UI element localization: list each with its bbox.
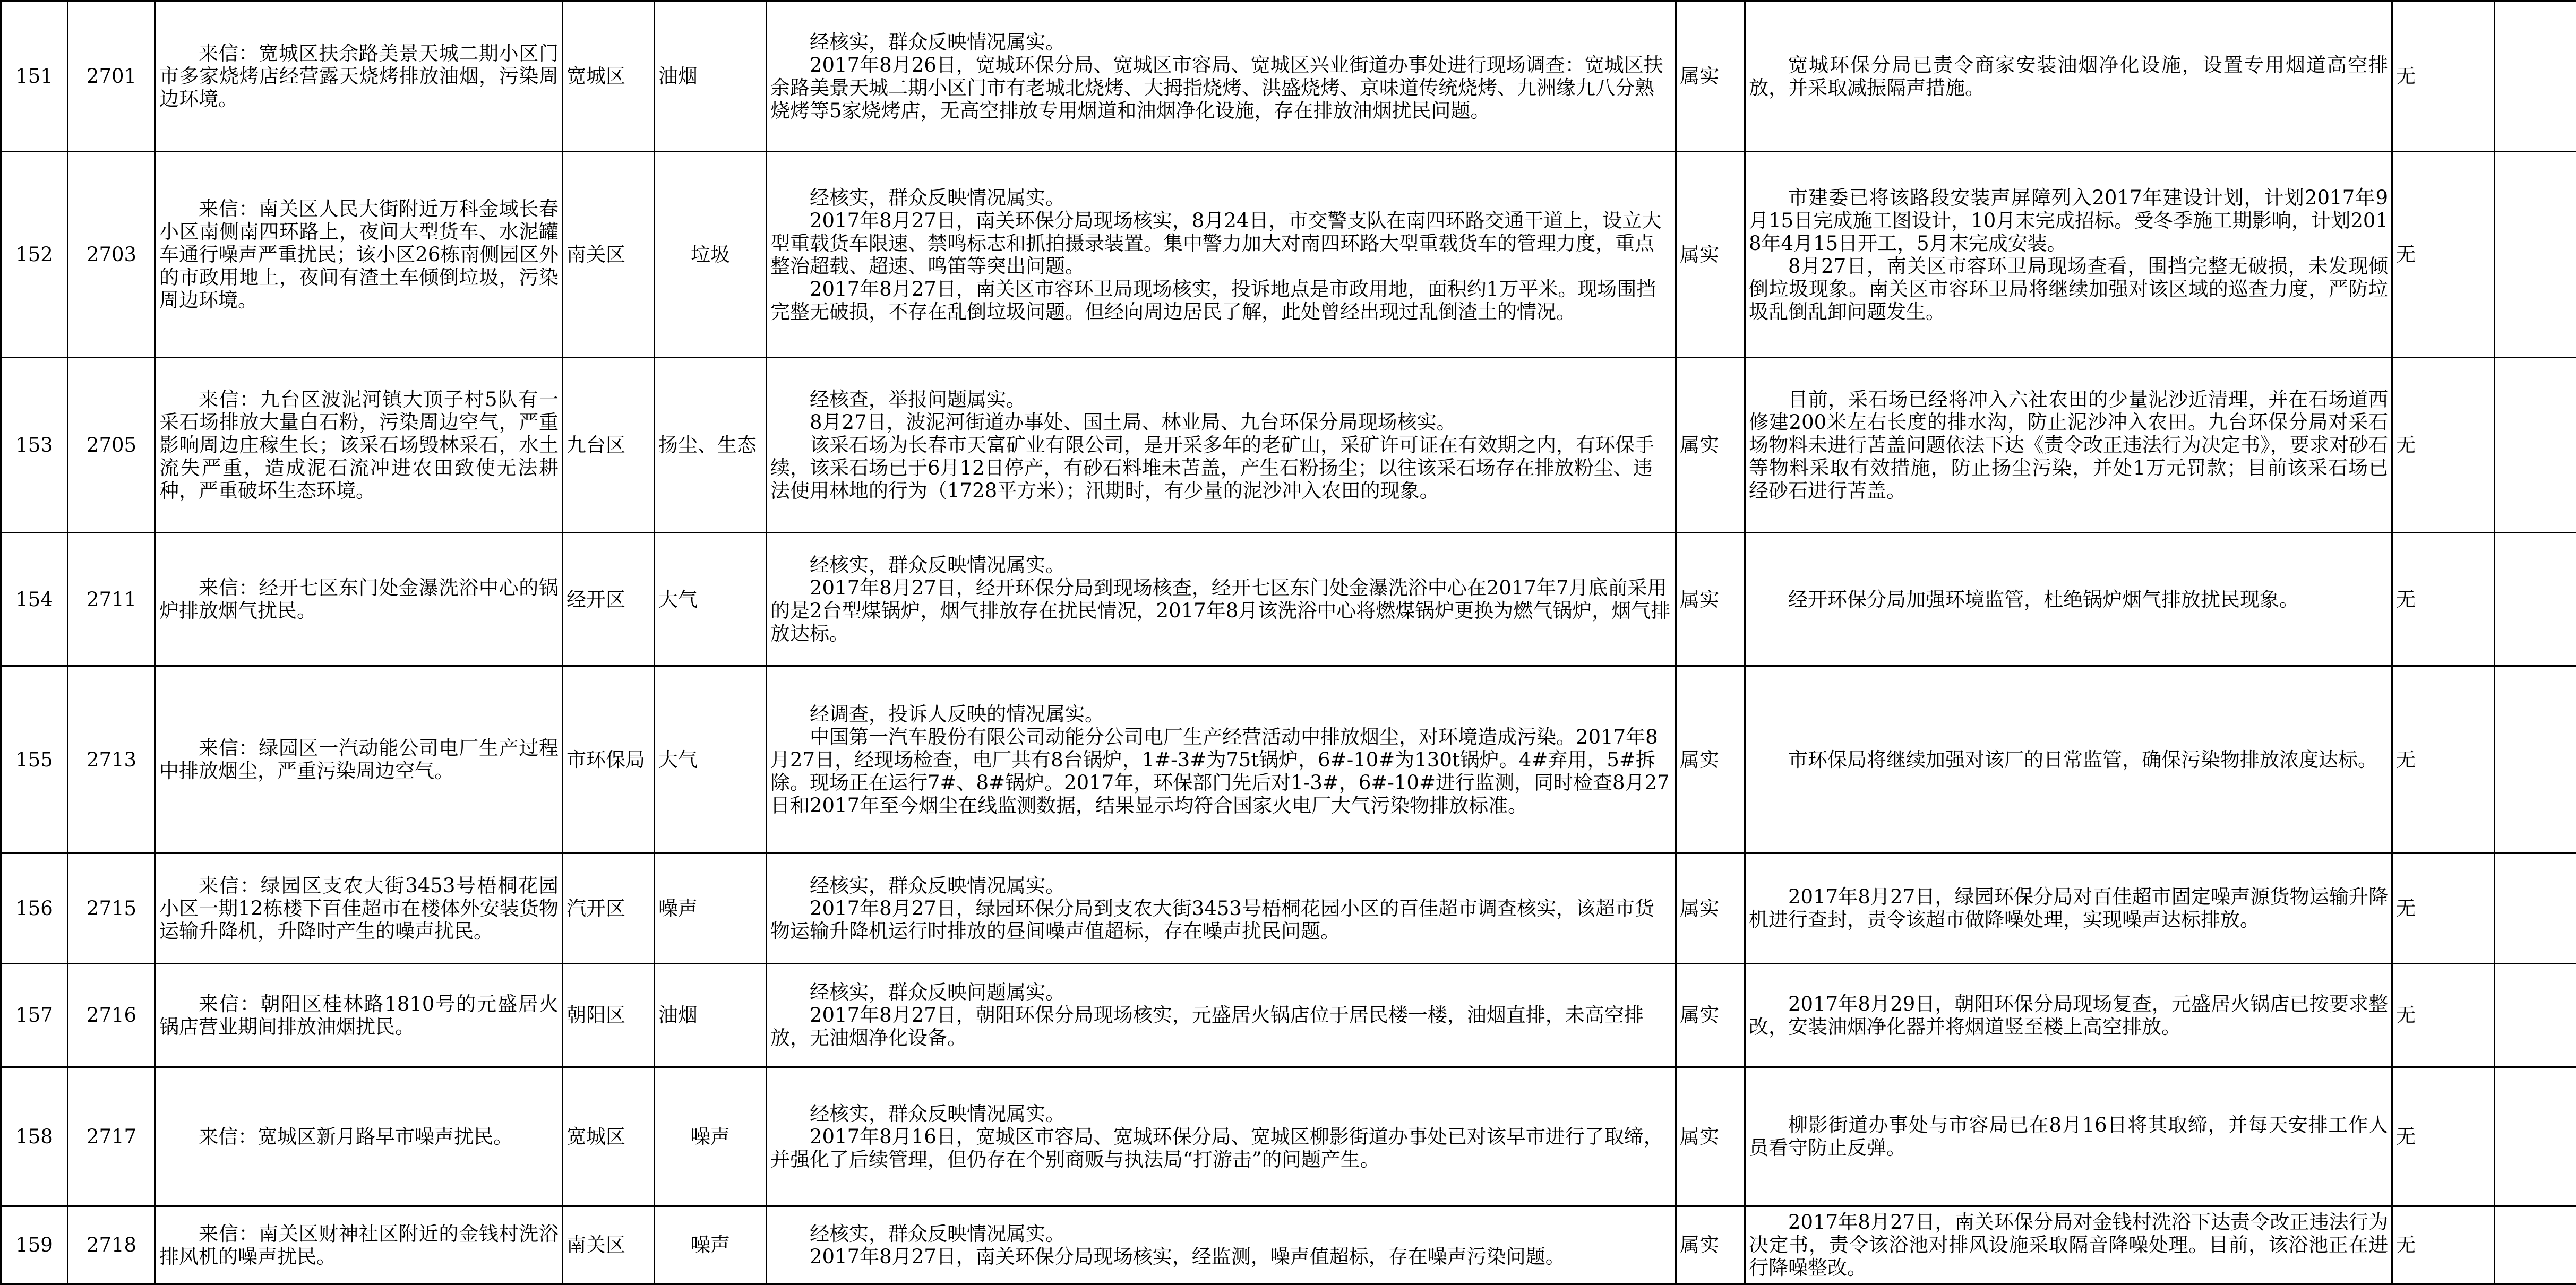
- cell-accountability: 无: [2392, 666, 2495, 853]
- check-paragraph: 中国第一汽车股份有限公司动能分公司电厂生产经营活动中排放烟尘，对环境造成污染。2017年8月27日，经现场检查，电厂共有8台锅炉，1#-3#为75t锅炉，6#-10#为130t锅炉。4#弃用，5#拆除。现场正在运行7#、8#锅炉。2017年，环保部门先后对1-3#，6#-10#进行监测，同时检查8月27日和2017年至今烟尘在线监测数据，结果显示均符合国家火电厂大气污染物排放标准。: [770, 725, 1670, 817]
- cell-type: 大气: [655, 533, 767, 666]
- cell-blank: [2495, 533, 2576, 666]
- check-paragraph: 经核实，群众反映情况属实。: [810, 30, 1065, 54]
- check-paragraph: 经核实，群众反映情况属实。: [810, 186, 1065, 209]
- cell-result: [1745, 963, 2392, 1067]
- cell-letter: 来信：朝阳区桂林路1810号的元盛居火锅店营业期间排放油烟扰民。: [156, 963, 563, 1067]
- cell-seq: 152: [1, 152, 68, 358]
- cell-letter: 来信：九台区波泥河镇大顶子村5队有一采石场排放大量白石粉，污染周边空气，严重影响周边庄稼生长；该采石场毁林采石，水土流失严重，造成泥石流冲进农田致使无法耕种，严重破坏生态环境。: [156, 358, 563, 533]
- cell-verdict: 属实: [1676, 853, 1745, 963]
- cell-verdict: 属实: [1676, 358, 1745, 533]
- cell-check: [767, 358, 1676, 533]
- check-paragraph: 2017年8月27日，经开环保分局到现场核查，经开七区东门处金瀑洗浴中心在2017年7月底前采用的是2台型煤锅炉，烟气排放存在扰民情况，2017年8月该洗浴中心将燃煤锅炉更换为燃气锅炉，烟气排放达标。: [770, 576, 1671, 645]
- cell-type: 油烟: [655, 963, 767, 1067]
- result-paragraph: 目前，采石场已经将冲入六社农田的少量泥沙近清理，并在石场道西修建200米左右长度的排水沟，防止泥沙冲入农田。九台环保分局对采石场物料未进行苫盖问题依法下达《责令改正违法行为决定书》，要求对砂石等物料采取有效措施，防止扬尘污染，并处1万元罚款；目前该采石场已经砂石进行苫盖。: [1749, 388, 2388, 503]
- cell-area: 汽开区: [563, 853, 655, 963]
- check-paragraph: 经核查，举报问题属实。: [810, 388, 1026, 411]
- check-paragraph: 经核实，群众反映情况属实。: [810, 1222, 1065, 1245]
- result-paragraph: 2017年8月27日，绿园环保分局对百佳超市固定噪声源货物运输升降机进行查封，责令该超市做降噪处理，实现噪声达标排放。: [1749, 885, 2388, 932]
- result-paragraph: 2017年8月27日，南关环保分局对金钱村洗浴下达责令改正违法行为决定书，责令该浴池对排风设施采取隔音降噪处理。目前，该浴池正在进行降噪整改。: [1749, 1211, 2388, 1280]
- cell-id: 2701: [68, 1, 156, 152]
- cell-area: 南关区: [563, 1206, 655, 1284]
- result-paragraph: 市环保局将继续加强对该厂的日常监管，确保污染物排放浓度达标。: [1788, 748, 2377, 771]
- cell-check: [767, 1067, 1676, 1206]
- cell-blank: [2495, 1, 2576, 152]
- table-row: [1, 358, 2576, 533]
- cell-check: [767, 533, 1676, 666]
- cell-check: [767, 1, 1676, 152]
- cell-blank: [2495, 358, 2576, 533]
- check-paragraph: 经核实，群众反映情况属实。: [810, 874, 1065, 897]
- check-paragraph: 2017年8月27日，朝阳环保分局现场核实，元盛居火锅店位于居民楼一楼，油烟直排，未高空排放，无油烟净化设备。: [770, 1004, 1644, 1050]
- cell-check: [767, 152, 1676, 358]
- check-paragraph: 2017年8月16日，宽城区市容局、宽城环保分局、宽城区柳影街道办事处已对该早市进行了取缔，并强化了后续管理，但仍存在个别商贩与执法局“打游击”的问题产生。: [770, 1125, 1663, 1171]
- table-row: [1, 1206, 2576, 1284]
- cell-verdict: 属实: [1676, 1, 1745, 152]
- cell-accountability: 无: [2392, 1206, 2495, 1284]
- cell-letter: 来信：经开七区东门处金瀑洗浴中心的锅炉排放烟气扰民。: [156, 533, 563, 666]
- result-paragraph: 市建委已将该路段安装声屏障列入2017年建设计划，计划2017年9月15日完成施工图设计，10月末完成招标。受冬季施工期影响，计划2018年4月15日开工，5月末完成安装。: [1749, 186, 2388, 255]
- cell-id: 2703: [68, 152, 156, 358]
- cell-id: 2715: [68, 853, 156, 963]
- cell-blank: [2495, 666, 2576, 853]
- cell-accountability: 无: [2392, 963, 2495, 1067]
- cell-area: 朝阳区: [563, 963, 655, 1067]
- cell-verdict: 属实: [1676, 152, 1745, 358]
- cell-accountability: 无: [2392, 853, 2495, 963]
- cell-accountability: 无: [2392, 358, 2495, 533]
- table-row: [1, 152, 2576, 358]
- cell-result: [1745, 358, 2392, 533]
- cell-check: [767, 853, 1676, 963]
- cell-letter: 来信：南关区财神社区附近的金钱村洗浴排风机的噪声扰民。: [156, 1206, 563, 1284]
- check-paragraph: 经核实，群众反映问题属实。: [810, 981, 1065, 1004]
- table-row: [1, 963, 2576, 1067]
- cell-blank: [2495, 853, 2576, 963]
- cell-accountability: 无: [2392, 1, 2495, 152]
- cell-type: 大气: [655, 666, 767, 853]
- cell-blank: [2495, 963, 2576, 1067]
- check-paragraph: 2017年8月27日，绿园环保分局到支农大街3453号梧桐花园小区的百佳超市调查核实，该超市货物运输升降机运行时排放的昼间噪声值超标，存在噪声扰民问题。: [770, 896, 1654, 943]
- cell-seq: 158: [1, 1067, 68, 1206]
- cell-verdict: 属实: [1676, 963, 1745, 1067]
- cell-blank: [2495, 1067, 2576, 1206]
- table-row: [1, 666, 2576, 853]
- cell-result: [1745, 533, 2392, 666]
- cell-check: [767, 666, 1676, 853]
- cell-type: 噪声: [655, 853, 767, 963]
- cell-seq: 156: [1, 853, 68, 963]
- cell-result: [1745, 1, 2392, 152]
- cell-verdict: 属实: [1676, 1206, 1745, 1284]
- cell-id: 2717: [68, 1067, 156, 1206]
- cell-result: [1745, 1067, 2392, 1206]
- check-paragraph: 8月27日，波泥河街道办事处、国土局、林业局、九台环保分局现场核实。: [810, 411, 1456, 434]
- cell-type: 油烟: [655, 1, 767, 152]
- table-row: [1, 533, 2576, 666]
- check-paragraph: 2017年8月27日，南关环保分局现场核实，8月24日，市交警支队在南四环路交通干道上，设立大型重载货车限速、禁鸣标志和抓拍摄录装置。集中警力加大对南四环路大型重载货车的管理力度，重点整治超载、超速、鸣笛等突出问题。: [770, 209, 1662, 278]
- cell-result: [1745, 152, 2392, 358]
- result-paragraph: 柳影街道办事处与市容局已在8月16日将其取缔，并每天安排工作人员看守防止反弹。: [1749, 1114, 2388, 1160]
- cell-letter: 来信：绿园区一汽动能公司电厂生产过程中排放烟尘，严重污染周边空气。: [156, 666, 563, 853]
- cell-verdict: 属实: [1676, 666, 1745, 853]
- cell-seq: 153: [1, 358, 68, 533]
- cell-accountability: 无: [2392, 1067, 2495, 1206]
- table-row: [1, 1, 2576, 152]
- cell-seq: 151: [1, 1, 68, 152]
- cell-letter: 来信：宽城区扶余路美景天城二期小区门市多家烧烤店经营露天烧烤排放油烟，污染周边环境。: [156, 1, 563, 152]
- cell-seq: 155: [1, 666, 68, 853]
- cell-result: [1745, 853, 2392, 963]
- cell-id: 2718: [68, 1206, 156, 1284]
- cell-letter: 来信：宽城区新月路早市噪声扰民。: [156, 1067, 563, 1206]
- check-paragraph: 经调查，投诉人反映的情况属实。: [810, 702, 1104, 726]
- cell-id: 2716: [68, 963, 156, 1067]
- cell-area: 南关区: [563, 152, 655, 358]
- result-paragraph: 2017年8月29日，朝阳环保分局现场复查，元盛居火锅店已按要求整改，安装油烟净化器并将烟道竖至楼上高空排放。: [1749, 992, 2388, 1038]
- cell-verdict: 属实: [1676, 533, 1745, 666]
- cell-seq: 154: [1, 533, 68, 666]
- cell-letter: 来信：绿园区支农大街3453号梧桐花园小区一期12栋楼下百佳超市在楼体外安装货物运输升降机，升降时产生的噪声扰民。: [156, 853, 563, 963]
- cell-letter: 来信：南关区人民大街附近万科金域长春小区南侧南四环路上，夜间大型货车、水泥罐车通行噪声严重扰民；该小区26栋南侧园区外的市政用地上，夜间有渣土车倾倒垃圾，污染周边环境。: [156, 152, 563, 358]
- cell-type: 噪声: [655, 1206, 767, 1284]
- check-paragraph: 2017年8月27日，南关环保分局现场核实，经监测，噪声值超标，存在噪声污染问题。: [810, 1245, 1565, 1268]
- cell-result: [1745, 666, 2392, 853]
- cell-blank: [2495, 1206, 2576, 1284]
- cell-result: [1745, 1206, 2392, 1284]
- result-paragraph: 宽城环保分局已责令商家安装油烟净化设施，设置专用烟道高空排放，并采取减振隔声措施。: [1749, 53, 2388, 99]
- check-paragraph: 2017年8月27日，南关区市容环卫局现场核实，投诉地点是市政用地，面积约1万平米。现场围挡完整无破损，不存在乱倒垃圾问题。但经向周边居民了解，此处曾经出现过乱倒渣土的情况。: [770, 277, 1656, 323]
- cell-id: 2705: [68, 358, 156, 533]
- cell-blank: [2495, 152, 2576, 358]
- cell-accountability: 无: [2392, 152, 2495, 358]
- check-paragraph: 2017年8月26日，宽城环保分局、宽城区市容局、宽城区兴业街道办事处进行现场调查：宽城区扶余路美景天城二期小区门市有老城北烧烤、大拇指烧烤、洪盛烧烤、京味道传统烧烤、九洲缘九八分熟烧烤等5家烧烤店，无高空排放专用烟道和油烟净化设施，存在排放油烟扰民问题。: [770, 53, 1663, 122]
- cell-area: 九台区: [563, 358, 655, 533]
- cell-seq: 157: [1, 963, 68, 1067]
- cell-area: 市环保局: [563, 666, 655, 853]
- table-row: [1, 853, 2576, 963]
- check-paragraph: 经核实，群众反映情况属实。: [810, 554, 1065, 577]
- check-paragraph: 该采石场为长春市天富矿业有限公司，是开采多年的老矿山，采矿许可证在有效期之内，有环保手续，该采石场已于6月12日停产，有砂石料堆未苫盖，产生石粉扬尘；以往该采石场存在排放粉尘、违法使用林地的行为（1728平方米）；汛期时，有少量的泥沙冲入农田的现象。: [770, 434, 1654, 503]
- cell-type: 扬尘、生态: [655, 358, 767, 533]
- cell-area: 经开区: [563, 533, 655, 666]
- result-paragraph: 8月27日，南关区市容环卫局现场查看，围挡完整无破损，未发现倾倒垃圾现象。南关区市容环卫局将继续加强对该区域的巡查力度，严防垃圾乱倒乱卸问题发生。: [1749, 254, 2388, 323]
- cell-area: 宽城区: [563, 1, 655, 152]
- check-paragraph: 经核实，群众反映情况属实。: [810, 1102, 1065, 1125]
- cell-id: 2713: [68, 666, 156, 853]
- cell-accountability: 无: [2392, 533, 2495, 666]
- cell-seq: 159: [1, 1206, 68, 1284]
- result-paragraph: 经开环保分局加强环境监管，杜绝锅炉烟气排放扰民现象。: [1788, 588, 2299, 611]
- cell-id: 2711: [68, 533, 156, 666]
- table-row: [1, 1067, 2576, 1206]
- cell-type: 垃圾: [655, 152, 767, 358]
- cell-verdict: 属实: [1676, 1067, 1745, 1206]
- cell-area: 宽城区: [563, 1067, 655, 1206]
- cell-check: [767, 1206, 1676, 1284]
- cell-check: [767, 963, 1676, 1067]
- cell-type: 噪声: [655, 1067, 767, 1206]
